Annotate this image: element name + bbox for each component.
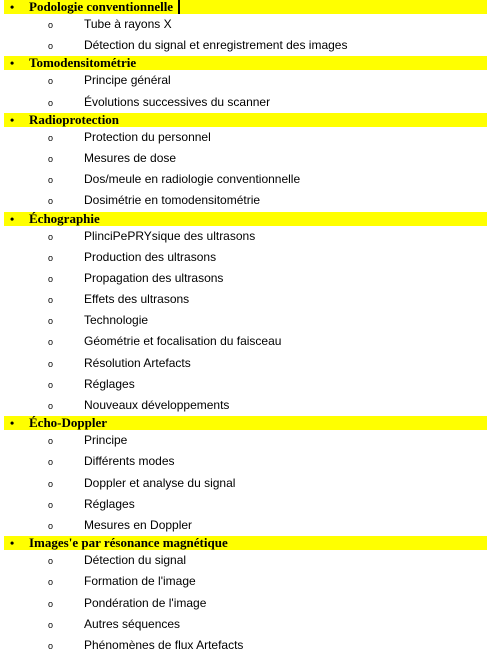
outline-section [0,0,487,56]
circle-bullet-icon: o [48,41,54,52]
circle-bullet-icon: o [48,76,54,87]
list-item-label: Formation de l'image [84,574,196,589]
bullet-icon: • [10,56,15,71]
circle-bullet-icon: o [48,577,54,588]
section-heading[interactable] [4,0,487,14]
circle-bullet-icon: o [48,97,54,108]
list-item[interactable] [0,35,487,56]
list-item-label: Pondération de l'image [84,595,207,610]
list-item-label: Résolution Artefacts [84,355,191,370]
list-item[interactable] [0,614,487,635]
list-item[interactable] [0,92,487,113]
circle-bullet-icon: o [48,379,54,390]
section-title: Écho-Doppler [29,415,107,431]
section-heading[interactable] [4,536,487,550]
section-title: Radioprotection [29,111,120,127]
circle-bullet-icon: o [48,316,54,327]
list-item[interactable] [0,571,487,592]
list-item-label: Propagation des ultrasons [84,270,224,285]
circle-bullet-icon: o [48,252,54,263]
list-item-label: Principe général [84,73,171,88]
list-item-label: Géométrie et focalisation du faisceau [84,334,282,349]
list-item[interactable] [0,635,487,656]
circle-bullet-icon: o [48,401,54,411]
list-item[interactable] [0,268,487,289]
text-cursor [178,0,180,14]
list-item[interactable] [0,289,487,310]
list-item[interactable] [0,430,487,451]
section-heading[interactable] [4,416,487,430]
list-item-label: Différents modes [84,454,175,469]
outline-section [0,56,487,112]
bullet-icon: • [10,211,15,226]
circle-bullet-icon: o [48,520,54,531]
list-item-label: Autres séquences [84,616,181,631]
circle-bullet-icon: o [48,231,54,242]
list-item-label: Protection du personnel [84,129,211,144]
list-item-label: Réglages [84,496,135,511]
outline-section [0,113,487,212]
section-title: Tomodensitométrie [29,55,137,71]
bullet-icon: • [10,416,15,431]
list-item[interactable] [0,353,487,374]
section-title: Échographie [29,210,100,226]
circle-bullet-icon: o [48,153,54,164]
list-item[interactable] [0,247,487,268]
list-item[interactable] [0,331,487,352]
list-item-label: Effets des ultrasons [84,292,190,307]
circle-bullet-icon: o [48,20,54,30]
list-item[interactable] [0,395,487,416]
list-item[interactable] [0,310,487,331]
circle-bullet-icon: o [48,175,54,186]
list-item-label: Mesures en Doppler [84,517,193,532]
list-item[interactable] [0,374,487,395]
list-item[interactable] [0,127,487,148]
bullet-icon: • [10,536,15,551]
list-item-label: PlinciPePRYsique des ultrasons [84,228,256,243]
circle-bullet-icon: o [48,436,54,447]
section-heading[interactable] [4,113,487,127]
circle-bullet-icon: o [48,132,54,143]
circle-bullet-icon: o [48,358,54,369]
list-item[interactable] [0,473,487,494]
list-item-label: Réglages [84,376,135,391]
circle-bullet-icon: o [48,273,54,284]
list-item[interactable] [0,593,487,614]
list-item-label: Production des ultrasons [84,249,217,264]
section-heading[interactable] [4,56,487,70]
section-title: Podologie conventionnelle [29,0,180,14]
circle-bullet-icon: o [48,478,54,489]
list-item-label: Évolutions successives du scanner [84,94,271,109]
list-item[interactable] [0,169,487,190]
list-item-label: Principe [84,433,128,448]
circle-bullet-icon: o [48,499,54,510]
list-item-label: Dos/meule en radiologie conventionnelle [84,172,301,187]
list-item[interactable] [0,190,487,211]
bullet-icon: • [10,0,15,14]
circle-bullet-icon: o [48,598,54,609]
list-item-label: Mesures de dose [84,150,177,165]
list-item[interactable] [0,515,487,536]
circle-bullet-icon: o [48,556,54,567]
list-item[interactable] [0,148,487,169]
section-title: Images'e par résonance magnétique [29,535,228,551]
list-item[interactable] [0,226,487,247]
outline-section [0,212,487,417]
circle-bullet-icon: o [48,619,54,630]
bullet-icon: • [10,112,15,127]
circle-bullet-icon: o [48,640,54,651]
list-item-label: Nouveaux développements [84,398,230,412]
list-item-label: Dosimétrie en tomodensitométrie [84,193,261,208]
list-item-label: Technologie [84,313,149,328]
list-item-label: Détection du signal et enregistrement des images [84,38,348,53]
circle-bullet-icon: o [48,457,54,468]
list-item[interactable] [0,14,487,35]
circle-bullet-icon: o [48,337,54,348]
section-heading[interactable] [4,212,487,226]
list-item[interactable] [0,550,487,571]
circle-bullet-icon: o [48,196,54,207]
list-item-label: Doppler et analyse du signal [84,475,236,490]
list-item-label: Tube à rayons X [84,17,172,31]
list-item-label: Détection du signal [84,553,187,568]
list-item-label: Phénomènes de flux Artefacts [84,637,244,652]
list-item[interactable] [0,494,487,515]
list-item[interactable] [0,70,487,91]
outline-section [0,416,487,536]
circle-bullet-icon: o [48,295,54,306]
outline-section [0,536,487,656]
list-item[interactable] [0,451,487,472]
